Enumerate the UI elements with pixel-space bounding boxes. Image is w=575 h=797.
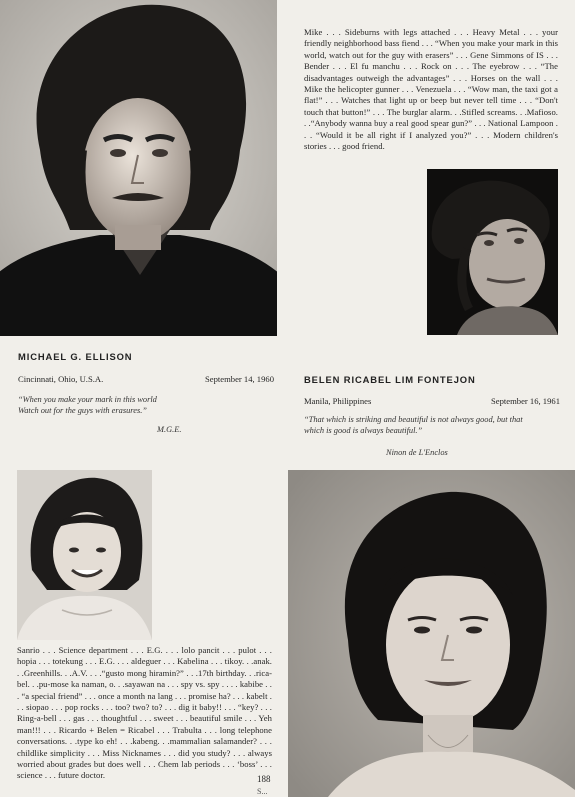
portrait-belen-large bbox=[288, 470, 575, 797]
portrait-belen-small bbox=[17, 470, 152, 640]
quote-belen-line1: “That which is striking and beautiful is not always good, but that bbox=[304, 415, 523, 424]
cut-off-text: S... bbox=[257, 787, 268, 796]
quote-michael bbox=[18, 394, 278, 417]
quote-belen bbox=[304, 414, 566, 437]
birthplace-michael: Cincinnati, Ohio, U.S.A. bbox=[18, 374, 104, 384]
name-michael: MICHAEL G. ELLISON bbox=[18, 351, 133, 362]
quote-michael-line2: Watch out for the guys with erasures.” bbox=[18, 406, 147, 416]
portrait-michael-large bbox=[0, 0, 277, 336]
quote-belen-line2: which is good is always beautiful.” bbox=[304, 426, 423, 436]
page-number: 188 bbox=[257, 774, 271, 784]
bottom-prose: Sanrio . . . Science department . . . E.G. . . . lolo pancit . . . pulot . . . hopia . . . totekung . . . E.G. . . . aldeguer . . . Kabelina . . . tikoy. . .anak. . .Greenhills. . .A.V. . . .“gusto mong hiramin?” . . .17th birthday. . .rica-bel. . .pu-mose ka naman, o. . .sayawan na . . . spy vs. spy . . . . kabibe . . . “a special friend” . . . once a month na lang . . . promise ha? . . . kabelt . . . siopao . . . pop rocks . . . too? two? to? . . . dig it baby!! . . . “key? . . . Ring-a-bell . . . gas . . . thoughtful . . . sweet . . . beautiful smile . . . Yeh man!!! . . . Ricardo + Belen = Ricabel . . . Trabulta . . . long telephone conversations. . .type ko eh! . . .kabeng. . .mammalian salamander? . . . childlike simplicity . . . Miss Nicknames . . . did you study? . . . always worried about grades but does well . . . Chem lab periods . . . ‘boss’ . . . science . . . future doctor. bbox=[17, 645, 272, 781]
birthplace-belen: Manila, Philippines bbox=[304, 396, 372, 406]
signature-belen: Ninon de L'Enclos bbox=[386, 448, 448, 457]
name-belen: BELEN RICABEL LIM FONTEJON bbox=[304, 374, 476, 385]
quote-michael-line1: “When you make your mark in this world bbox=[18, 395, 157, 404]
birthdate-michael: September 14, 1960 bbox=[205, 374, 274, 384]
birthdate-belen: September 16, 1961 bbox=[491, 396, 560, 406]
info-row-michael bbox=[18, 374, 274, 386]
signature-michael: M.G.E. bbox=[157, 425, 182, 434]
top-prose: Mike . . . Sideburns with legs attached . . . Heavy Metal . . . your friendly neighborhood bass fiend . . . “When you make your mark in this world, watch out for the guy with erasers” . . . Gene Simmons of IS . . . Bender . . . El fu manchu . . . Rock on . . . The eyebrow . . . “The disadvantages outweigh the advantages” . . . Horses on the wall . . . Mike the helicopter gunner . . . Venezuela . . . “Wow man, the taxi got a flat!” . . . Watches that light up or beep but never tell time . . . “Don't touch that button!” . . . The burglar alarm. . .Stifled screams. . .Mafioso. . .“Anybody wanna buy a real good spear gun?” . . . National Lampoon . . . “Would it be all right if I analyzed you?” . . . Modern children's stories . . . good friend. bbox=[304, 27, 558, 152]
info-row-belen bbox=[304, 396, 560, 408]
portrait-michael-small bbox=[427, 169, 558, 335]
